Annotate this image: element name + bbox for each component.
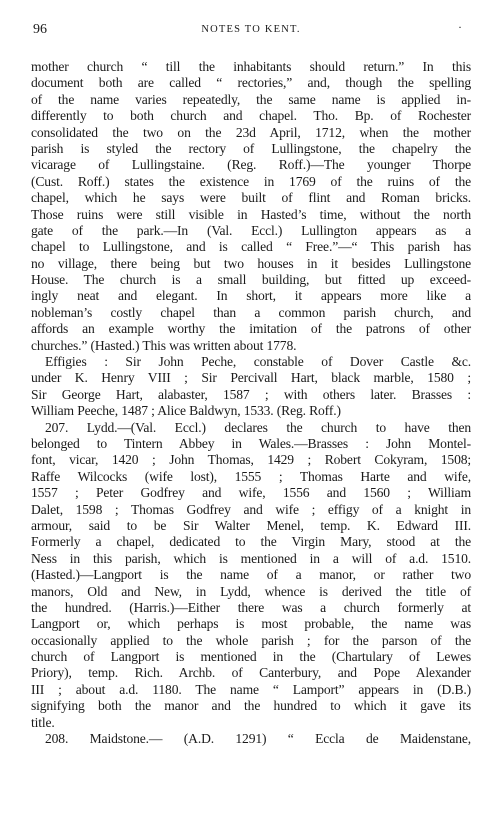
text-line: signifying both the manor and the hundred to which it gave its [31, 698, 471, 714]
text-line: under K. Henry VIII ; Sir Percivall Hart, black marble, 1580 ; [31, 370, 471, 386]
text-line: manors, Old and New, in Lydd, whence is derived the title of [31, 583, 471, 599]
text-line: vicarage of Lullingstaine. (Reg. Roff.)—The younger Thorpe [31, 157, 471, 173]
text-line: parish is styled the rectory of Lullingstone, the chapelry the [31, 140, 471, 156]
page-number: 96 [33, 22, 47, 37]
text-line: III ; about a.d. 1180. The name “ Lamport” appears in (D.B.) [31, 681, 471, 697]
text-line: House. The church is a small building, but fitted up exceed- [31, 272, 471, 288]
text-line: gate of the park.—In (Val. Eccl.) Lullington appears as a [31, 222, 471, 238]
text-line: occasionally applied to the whole parish ; for the parson of the [31, 632, 471, 648]
header-mark: · [458, 20, 463, 34]
text-line: Priory), temp. Rich. Archb. of Canterbury, and Pope Alexander [31, 665, 471, 681]
text-line: ingly neat and elegant. In short, it appears more like a [31, 288, 471, 304]
text-line: Formerly a chapel, dedicated to the Virgin Mary, stood at the [31, 534, 471, 550]
text-line: 207. Lydd.—(Val. Eccl.) declares the church to have then [45, 419, 471, 435]
running-head [31, 22, 471, 44]
body-text [31, 59, 471, 747]
book-page [31, 22, 471, 747]
text-line: Ness in this parish, which is mentioned in a will of a.d. 1510. [31, 550, 471, 566]
text-line: title. [31, 714, 55, 730]
text-line: differently to both church and chapel. Tho. Bp. of Rochester [31, 108, 471, 124]
text-line: 208. Maidstone.— (A.D. 1291) “ Eccla de Maidenstane, [45, 731, 471, 747]
text-line: document both are called “ rectories,” and, though the spelling [31, 75, 471, 91]
text-line: Those ruins were still visible in Hasted’s time, without the north [31, 206, 471, 222]
text-line: chapel, which he says were built of flint and Roman bricks. [31, 190, 471, 206]
text-line: churches.” (Hasted.) This was written about 1778. [31, 337, 297, 353]
text-line: font, vicar, 1420 ; John Thomas, 1429 ; Robert Cokyram, 1508; [31, 452, 471, 468]
text-line: armour, said to be Sir Walter Menel, temp. K. Edward III. [31, 517, 471, 533]
text-line: William Peeche, 1487 ; Alice Baldwyn, 1533. (Reg. Roff.) [31, 403, 341, 419]
text-line: church of Langport is mentioned in the (Chartulary of Lewes [31, 649, 471, 665]
text-line: Langport or, which perhaps is most probable, the name was [31, 616, 471, 632]
text-line: nobleman’s costly chapel than a common parish church, and [31, 304, 471, 320]
text-line: (Cust. Roff.) states the existence in 1769 of the ruins of the [31, 173, 471, 189]
text-line: belonged to Tintern Abbey in Wales.—Brasses : John Montel- [31, 435, 471, 451]
running-title: NOTES TO KENT. [201, 24, 301, 35]
text-line: Dalet, 1598 ; Thomas Godfrey and wife ; effigy of a knight in [31, 501, 471, 517]
text-line: mother church “ till the inhabitants should return.” In this [31, 59, 471, 74]
text-line: affords an example worthy the imitation of the patrons of other [31, 321, 471, 337]
text-line: Sir George Hart, alabaster, 1587 ; with others later. Brasses : [31, 386, 471, 402]
text-line: of the name varies repeatedly, the same name is applied in- [31, 91, 471, 107]
text-line: Raffe Wilcocks (wife lost), 1555 ; Thomas Harte and wife, [31, 468, 471, 484]
text-line: the hundred. (Harris.)—Either there was a church formerly at [31, 599, 471, 615]
text-line: consolidated the two on the 23d April, 1712, when the mother [31, 124, 471, 140]
text-line: Effigies : Sir John Peche, constable of Dover Castle &c. [45, 354, 471, 370]
text-line: chapel to Lullingstone, and is called “ Free.”—“ This parish has [31, 239, 471, 255]
text-line: (Hasted.)—Langport is the name of a manor, or rather two [31, 567, 471, 583]
text-line: 1557 ; Peter Godfrey and wife, 1556 and 1560 ; William [31, 485, 471, 501]
text-line: no village, there being but two houses in it besides Lullingstone [31, 255, 471, 271]
